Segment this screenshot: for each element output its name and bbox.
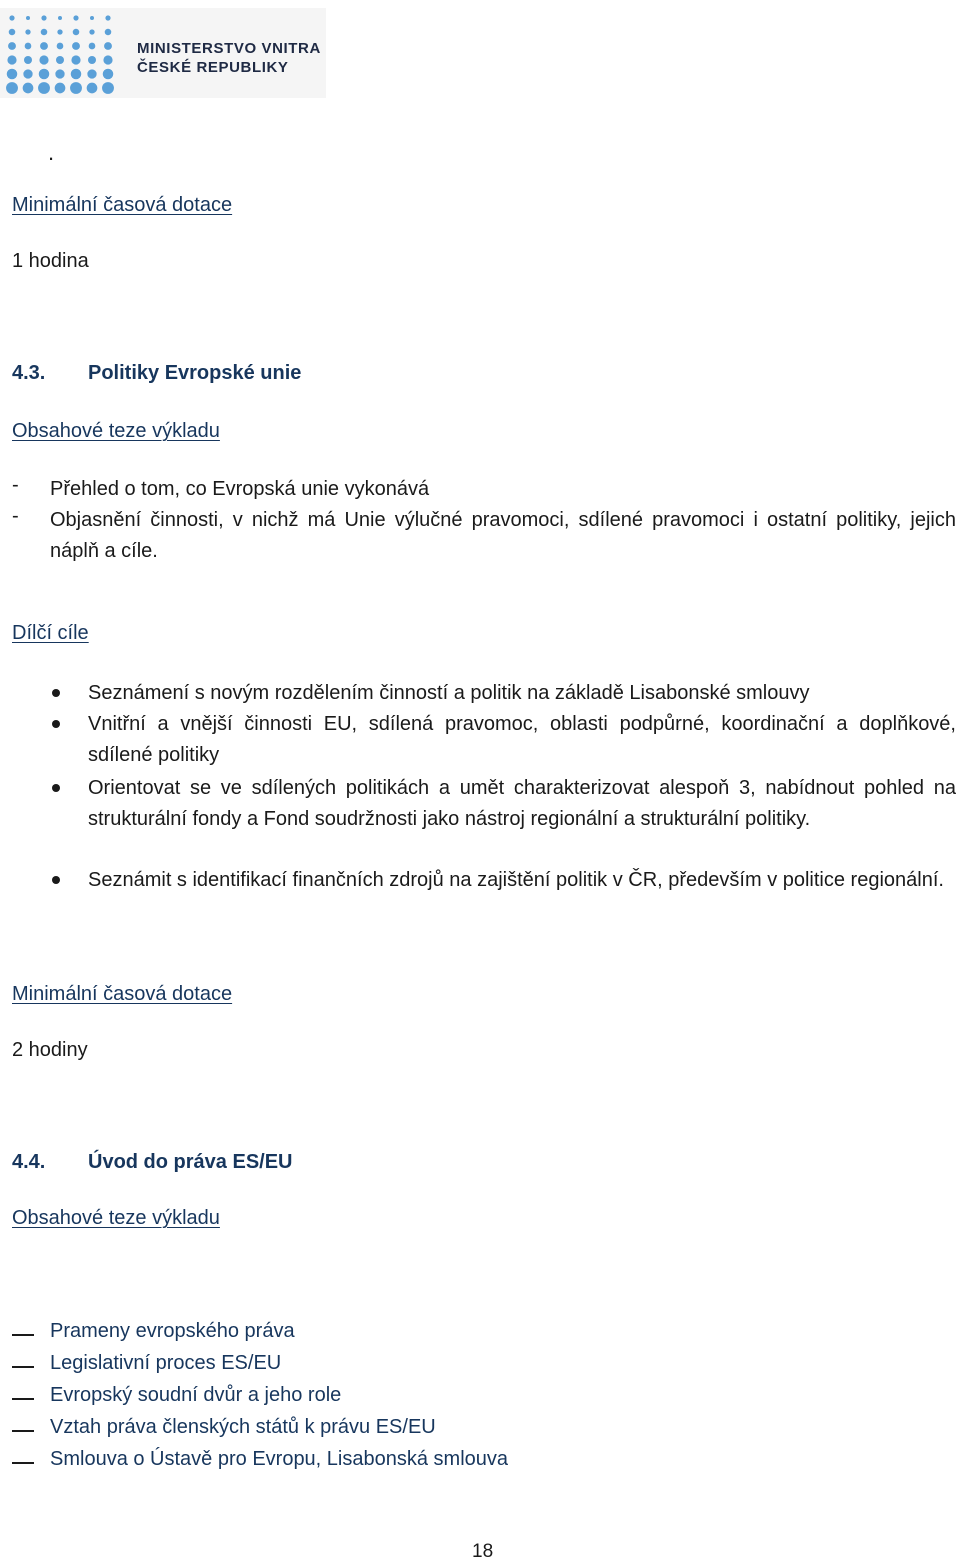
logo-dot [105, 29, 112, 36]
dotace-heading-1: Minimální časová dotace [12, 194, 233, 216]
logo-dot [71, 55, 80, 64]
teze-item: Objasnění činnosti, v nichž má Unie výlučné pravomoci, sdílené pravomoci i ostatní politiky, jejich náplň a cíle. [50, 509, 956, 562]
logo-dot [7, 55, 16, 64]
bullet-icon [52, 689, 60, 697]
list-item: Prameny evropského práva [50, 1320, 295, 1342]
logo-dot [103, 55, 112, 64]
bullet-icon [52, 720, 60, 728]
logo-dot [73, 29, 80, 36]
logo-dot [9, 29, 16, 36]
dotace-heading-2: Minimální časová dotace [12, 983, 233, 1005]
logo-dot [89, 29, 94, 34]
teze-item: Přehled o tom, co Evropská unie vykonává [50, 478, 430, 500]
bullet-icon [52, 784, 60, 792]
teze-heading-2: Obsahové teze výkladu [12, 1207, 220, 1229]
logo-dot [87, 69, 96, 78]
section-number-4-4: 4.4. [12, 1151, 46, 1173]
dash-icon [12, 1462, 34, 1464]
logo-dot [55, 83, 66, 94]
logo-line1: MINISTERSTVO VNITRA [137, 40, 321, 57]
logo-dot [41, 29, 48, 36]
logo-dot [73, 15, 78, 20]
cile-item: Orientovat se ve sdílených politikách a umět charakterizovat alespoň 3, nabídnout pohled na strukturální fondy a Fond soudržnosti jako nástroj regionální a strukturální politiky. [88, 777, 956, 830]
cile-item: Seznámit s identifikací finančních zdrojů na zajištění politik v ČR, především v politice regionální. [88, 869, 944, 891]
list-item: Legislativní proces ES/EU [50, 1352, 282, 1374]
dotace-value-2: 2 hodiny [12, 1039, 88, 1061]
list-item: Vztah práva členských států k právu ES/EU [50, 1416, 436, 1438]
cile-heading: Dílčí cíle [12, 622, 89, 644]
dash-bullet: - [12, 474, 19, 496]
logo-dot [39, 55, 48, 64]
dash-icon [12, 1334, 34, 1336]
logo-dot [8, 42, 16, 50]
list-item: Smlouva o Ústavě pro Evropu, Lisabonská smlouva [50, 1448, 509, 1470]
dash-icon [12, 1430, 34, 1432]
logo-dot [6, 82, 18, 94]
list-item: Evropský soudní dvůr a jeho role [50, 1384, 342, 1406]
dotace-value-1: 1 hodina [12, 250, 89, 272]
section-title-4-3: Politiky Evropské unie [88, 362, 302, 384]
logo-dot [24, 56, 32, 64]
logo-dot [39, 69, 50, 80]
logo-dot [87, 83, 98, 94]
logo-dot [40, 42, 48, 50]
section-title-4-4: Úvod do práva ES/EU [88, 1151, 293, 1173]
logo-dot [104, 42, 112, 50]
logo-dot [72, 42, 80, 50]
logo-text [137, 39, 321, 77]
dash-icon [12, 1398, 34, 1400]
logo-dot [57, 43, 64, 50]
logo-dot [57, 29, 62, 34]
logo-dot [55, 69, 64, 78]
teze-heading-1: Obsahové teze výkladu [12, 420, 220, 442]
ministry-logo [0, 8, 326, 98]
logo-dot [102, 82, 114, 94]
logo-dot [7, 69, 18, 80]
bullet-icon [52, 876, 60, 884]
logo-dot [25, 43, 32, 50]
cile-item: Seznámení s novým rozdělením činností a politik na základě Lisabonské smlouvy [88, 682, 810, 704]
logo-dot [58, 16, 62, 20]
stray-dot: . [48, 140, 55, 165]
dash-bullet: - [12, 505, 19, 527]
logo-dot [90, 16, 94, 20]
logo-line2: ČESKÉ REPUBLIKY [137, 59, 289, 76]
page-number: 18 [472, 1541, 494, 1562]
logo-dot [103, 69, 114, 80]
logo-dot [89, 43, 96, 50]
logo-dot [88, 56, 96, 64]
logo-dot [26, 16, 30, 20]
logo-dot [9, 15, 14, 20]
logo-dot [56, 56, 64, 64]
dash-icon [12, 1366, 34, 1368]
logo-dot [70, 82, 82, 94]
section-number-4-3: 4.3. [12, 362, 46, 384]
logo-dot [38, 82, 50, 94]
logo-dot [23, 69, 32, 78]
logo-dot [105, 15, 110, 20]
logo-dot [41, 15, 46, 20]
logo-dots-icon [0, 8, 130, 98]
logo-dot [23, 83, 34, 94]
logo-dot [71, 69, 82, 80]
logo-dot [25, 29, 30, 34]
cile-item: Vnitřní a vnější činnosti EU, sdílená pravomoc, oblasti podpůrné, koordinační a doplňkové, sdílené politiky [88, 713, 956, 766]
